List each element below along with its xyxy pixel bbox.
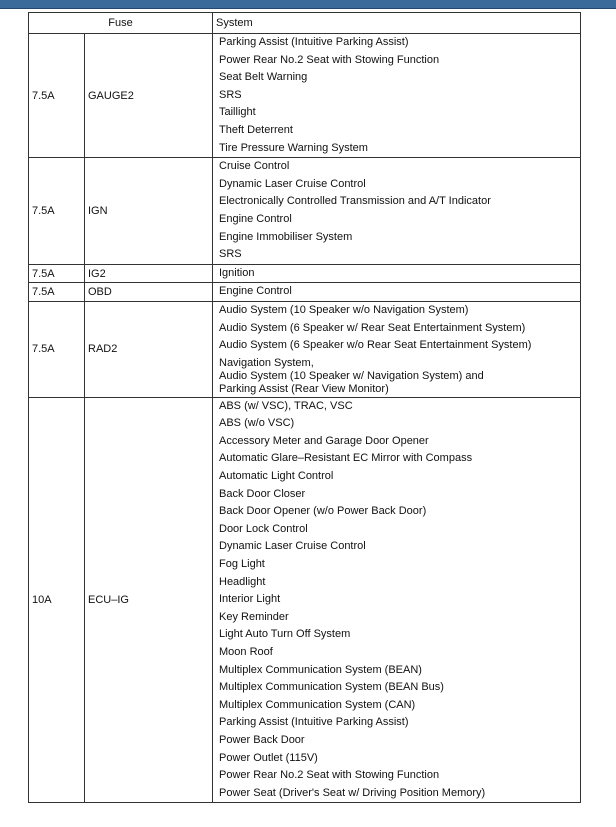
system-item: Multiplex Communication System (BEAN) xyxy=(219,663,422,676)
table-body xyxy=(29,34,581,803)
table-row xyxy=(29,34,581,158)
system-item: Fog Light xyxy=(219,558,265,571)
system-item: Headlight xyxy=(219,575,266,588)
system-item: Back Door Opener (w/o Power Back Door) xyxy=(219,505,427,518)
system-item: ABS (w/o VSC) xyxy=(219,417,295,430)
system-item: Audio System (6 Speaker w/ Rear Seat Entertainment System) xyxy=(219,321,526,334)
header-fuse: Fuse xyxy=(29,13,213,34)
system-item: Accessory Meter and Garage Door Opener xyxy=(219,434,429,447)
system-item: Parking Assist (Intuitive Parking Assist) xyxy=(219,716,409,729)
system-item: Key Reminder xyxy=(219,610,289,623)
fuse-name: GAUGE2 xyxy=(85,34,213,158)
system-item: Power Back Door xyxy=(219,733,305,746)
system-list xyxy=(213,264,581,283)
system-item: Dynamic Laser Cruise Control xyxy=(219,177,366,190)
table-row xyxy=(29,301,581,397)
system-item: Engine Immobiliser System xyxy=(219,230,353,243)
system-item: Power Rear No.2 Seat with Stowing Function xyxy=(219,769,440,782)
system-item: Seat Belt Warning xyxy=(219,71,308,84)
header-system: System xyxy=(213,13,581,34)
system-item: Automatic Light Control xyxy=(219,470,334,483)
system-list xyxy=(213,397,581,803)
window-top-bar xyxy=(0,0,616,9)
system-item: Multiplex Communication System (BEAN Bus) xyxy=(219,681,444,694)
system-item: ABS (w/ VSC), TRAC, VSC xyxy=(219,399,353,412)
fuse-amperage: 7.5A xyxy=(29,158,85,265)
system-item: Engine Control xyxy=(219,212,292,225)
system-list xyxy=(213,283,581,302)
system-list xyxy=(213,301,581,397)
fuse-amperage: 7.5A xyxy=(29,283,85,302)
fuse-amperage: 7.5A xyxy=(29,264,85,283)
system-item: Interior Light xyxy=(219,593,281,606)
fuse-table xyxy=(28,12,581,803)
system-item: Audio System (10 Speaker w/o Navigation System) xyxy=(219,303,469,316)
system-item: Theft Deterrent xyxy=(219,123,293,136)
table-row xyxy=(29,397,581,803)
system-item: Tire Pressure Warning System xyxy=(219,141,368,154)
fuse-amperage: 10A xyxy=(29,397,85,803)
fuse-name: IGN xyxy=(85,158,213,265)
system-item: Ignition xyxy=(219,266,255,279)
system-item: Engine Control xyxy=(219,285,292,298)
fuse-name: OBD xyxy=(85,283,213,302)
fuse-table-container xyxy=(28,12,580,803)
table-row xyxy=(29,283,581,302)
system-item: Audio System (6 Speaker w/o Rear Seat Entertainment System) xyxy=(219,339,532,352)
fuse-name: ECU–IG xyxy=(85,397,213,803)
fuse-amperage: 7.5A xyxy=(29,34,85,158)
system-item: Dynamic Laser Cruise Control xyxy=(219,540,366,553)
system-item: Automatic Glare–Resistant EC Mirror with Compass xyxy=(219,452,473,465)
system-item: Light Auto Turn Off System xyxy=(219,628,351,641)
system-list xyxy=(213,158,581,265)
fuse-amperage: 7.5A xyxy=(29,301,85,397)
system-item: Back Door Closer xyxy=(219,487,306,500)
system-item: Parking Assist (Intuitive Parking Assist) xyxy=(219,36,409,48)
system-item: Taillight xyxy=(219,106,256,119)
table-row xyxy=(29,158,581,265)
table-row xyxy=(29,264,581,283)
fuse-name: RAD2 xyxy=(85,301,213,397)
system-item: Door Lock Control xyxy=(219,522,308,535)
fuse-name: IG2 xyxy=(85,264,213,283)
system-item: Multiplex Communication System (CAN) xyxy=(219,698,416,711)
system-item: Power Seat (Driver's Seat w/ Driving Position Memory) xyxy=(219,786,486,799)
system-item: SRS xyxy=(219,88,242,101)
system-item: Power Outlet (115V) xyxy=(219,751,318,764)
system-item: Moon Roof xyxy=(219,646,273,658)
system-item: Power Rear No.2 Seat with Stowing Function xyxy=(219,53,440,66)
system-item: Navigation System, Audio System (10 Speaker w/ Navigation System) and Parking Assist (Rear View Monitor) xyxy=(219,356,484,395)
system-list xyxy=(213,34,581,158)
system-item: Cruise Control xyxy=(219,160,290,173)
system-item: SRS xyxy=(219,248,242,261)
system-item: Electronically Controlled Transmission and A/T Indicator xyxy=(219,195,491,208)
table-header-row xyxy=(29,13,581,34)
